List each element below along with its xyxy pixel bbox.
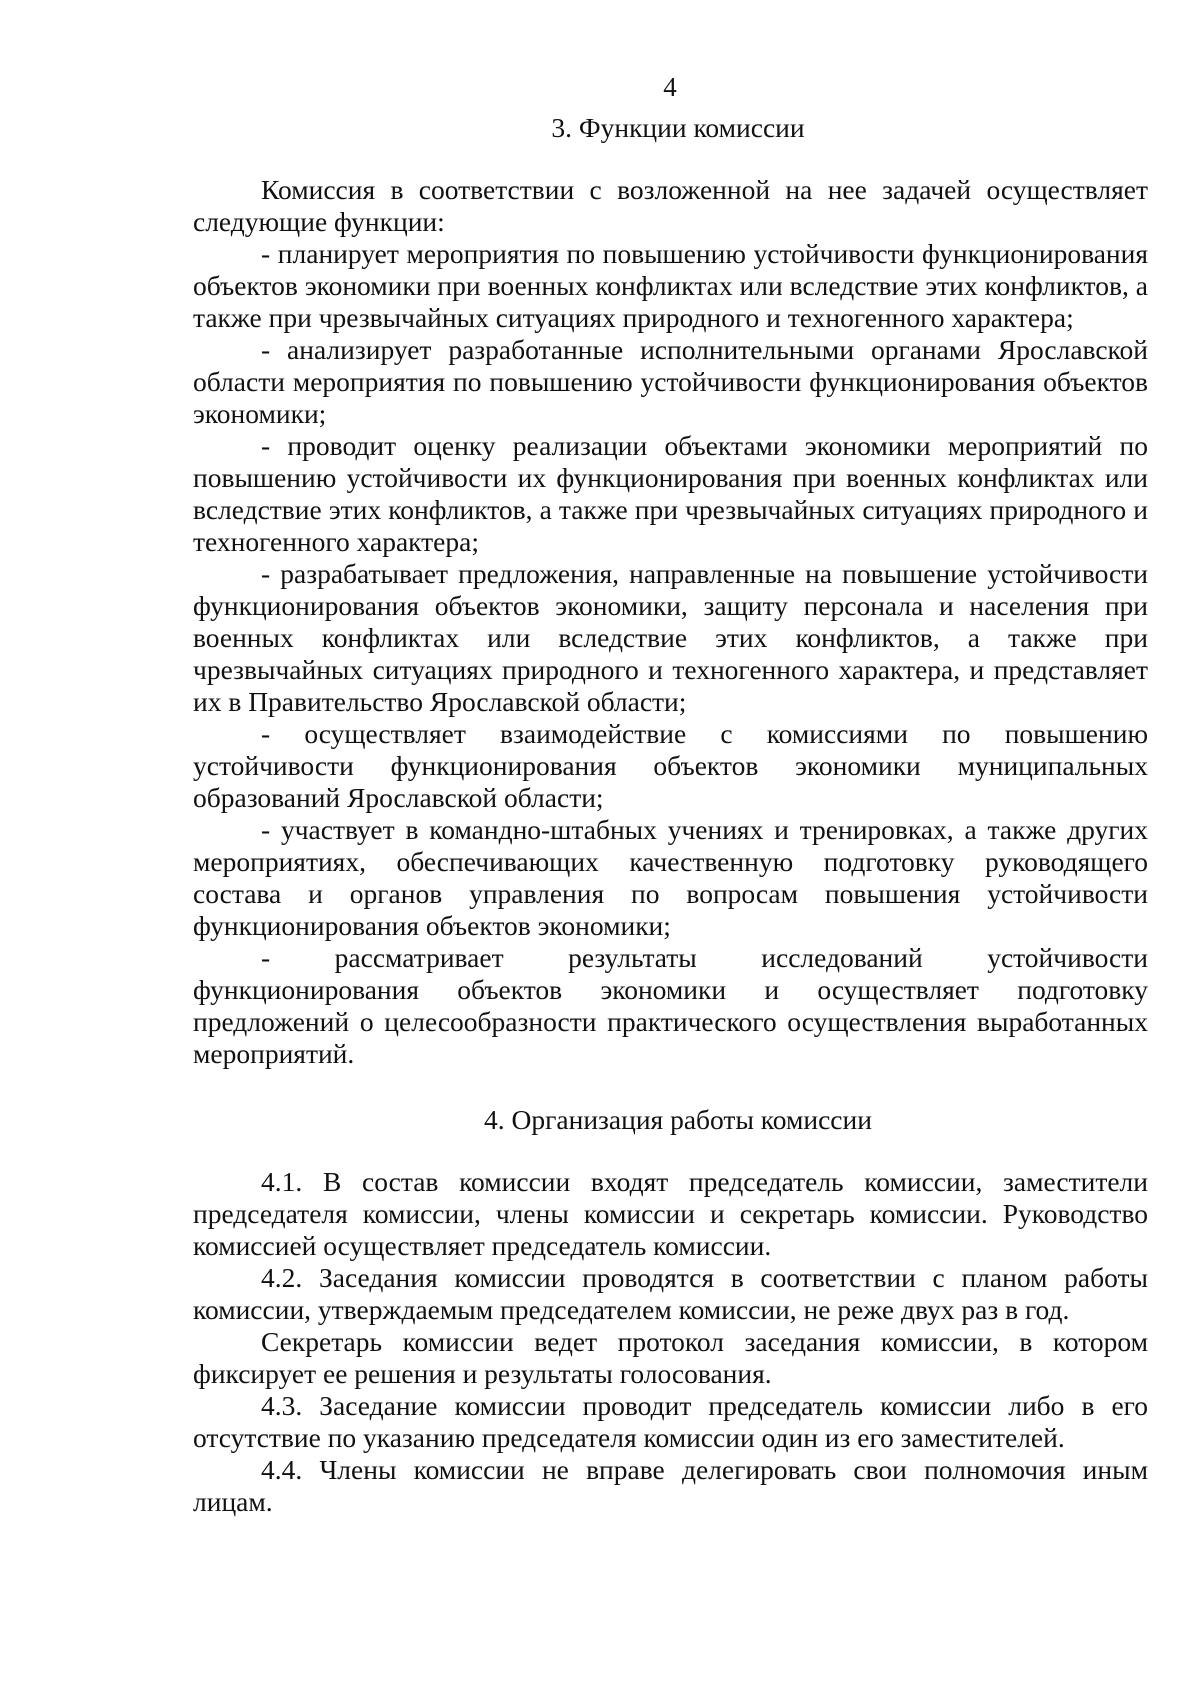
paragraph-4-2: 4.2. Заседания комиссии проводятся в соответствии с планом работы комиссии, утверждаемым председателем комиссии, не реже двух раз в год. [193, 1262, 1148, 1325]
paragraph-4-3: 4.3. Заседание комиссии проводит председатель комиссии либо в его отсутствие по указанию председателя комиссии один из его заместителей. [193, 1390, 1148, 1453]
function-item-2: - анализирует разработанные исполнительными органами Ярославской области мероприятия по повышению устойчивости функционирования объектов экономики; [193, 334, 1148, 429]
function-item-7: - рассматривает результаты исследований устойчивости функционирования объектов экономики и осуществляет подготовку предложений о целесообразности практического осуществления выработанных мероприятий. [193, 942, 1148, 1069]
document-body [193, 112, 1148, 1518]
function-item-1: - планирует мероприятия по повышению устойчивости функционирования объектов экономики при военных конфликтах или вследствие этих конфликтов, а также при чрезвычайных ситуациях природного и техногенного характера; [193, 238, 1148, 333]
paragraph-secretary: Секретарь комиссии ведет протокол заседания комиссии, в котором фиксирует ее решения и результаты голосования. [193, 1326, 1148, 1389]
function-item-6: - участвует в командно-штабных учениях и тренировках, а также других мероприятиях, обеспечивающих качественную подготовку руководящего состава и органов управления по вопросам повышения устойчивости функционирования объектов экономики; [193, 814, 1148, 941]
paragraph-4-1: 4.1. В состав комиссии входят председатель комиссии, заместители председателя комиссии, члены комиссии и секретарь комиссии. Руководство комиссией осуществляет председатель комиссии. [193, 1166, 1148, 1261]
section-4-title: 4. Организация работы комиссии [484, 1104, 872, 1135]
paragraph-4-4: 4.4. Члены комиссии не вправе делегировать свои полномочия иным лицам. [193, 1454, 1148, 1517]
section-3-intro: Комиссия в соответствии с возложенной на нее задачей осуществляет следующие функции: [193, 174, 1148, 237]
function-item-3: - проводит оценку реализации объектами экономики мероприятий по повышению устойчивости их функционирования при военных конфликтах или вследствие этих конфликтов, а также при чрезвычайных ситуациях природного и техногенного характера; [193, 430, 1148, 557]
section-3-title: 3. Функции комиссии [551, 112, 805, 143]
function-item-4: - разрабатывает предложения, направленные на повышение устойчивости функционирования объектов экономики, защиту персонала и населения при военных конфликтах или вследствие этих конфликтов, а также при чрезвычайных ситуациях природного и техногенного характера, и представляет их в Правительство Ярославской области; [193, 558, 1148, 717]
function-item-5: - осуществляет взаимодействие с комиссиями по повышению устойчивости функционирования объектов экономики муниципальных образований Ярославской области; [193, 718, 1148, 813]
page-number: 4 [663, 72, 677, 102]
